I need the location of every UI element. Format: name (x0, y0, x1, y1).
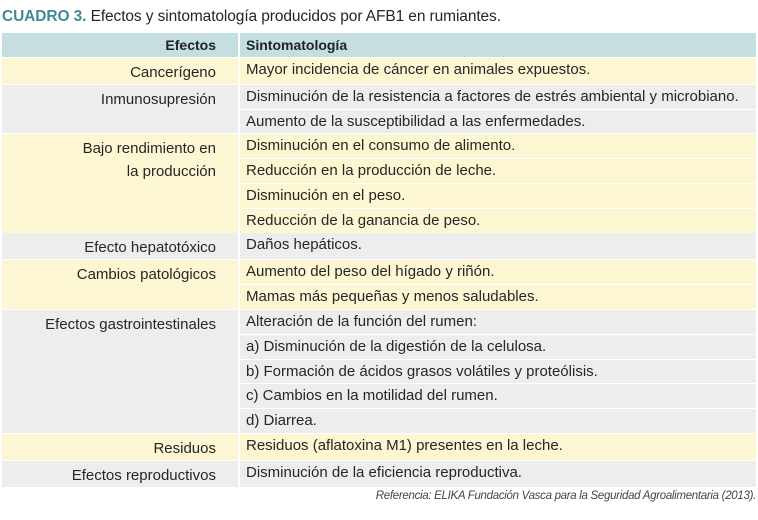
symptom-line: Disminución de la resistencia a factores de estrés ambiental y microbiano. (246, 87, 739, 105)
symptom-line: Reducción en la producción de leche. (240, 158, 756, 183)
effect-cell (2, 260, 238, 309)
symptom-line: b) Formación de ácidos grasos volátiles y proteólisis. (240, 359, 756, 384)
symptom-line: Alteración de la función del rumen: (246, 312, 477, 330)
effect-line: Efectos gastrointestinales (45, 315, 216, 333)
effect-line: Cambios patológicos (76, 266, 216, 284)
effect-cell (2, 85, 238, 134)
effect-cell (2, 134, 238, 232)
symptom-line: Disminución en el peso. (240, 183, 756, 208)
effect-cell (2, 434, 238, 460)
effect-line: Bajo rendimiento en (82, 140, 216, 158)
symptom-cell (238, 434, 756, 460)
symptom-cell (238, 134, 756, 232)
table-body (2, 58, 756, 487)
symptom-line: Disminución de la eficiencia reproductiva. (246, 463, 522, 481)
caption-label: CUADRO 3. (2, 8, 87, 25)
effect-line: la producción (126, 163, 216, 181)
symptom-cell (238, 233, 756, 259)
table-row (2, 233, 756, 259)
header-effects: Efectos (165, 37, 216, 53)
effect-cell (2, 310, 238, 433)
symptom-line: Disminución en el consumo de alimento. (246, 137, 516, 155)
reference-note: Referencia: ELIKA Fundación Vasca para la Seguridad Agroalimentaria (2013). (375, 490, 756, 502)
header-symptoms: Sintomatología (238, 33, 756, 57)
symptom-line: Aumento de la susceptibilidad a las enfermedades. (240, 109, 756, 134)
table-row (2, 85, 756, 134)
effect-line: Efecto hepatotóxico (84, 239, 216, 257)
effect-line: Residuos (153, 439, 216, 457)
effect-line: Efectos reproductivos (71, 466, 216, 484)
table-caption (2, 8, 501, 26)
symptom-line: Daños hepáticos. (246, 236, 362, 254)
effect-line: Inmunosupresión (100, 90, 216, 108)
symptom-line: Reducción de la ganancia de peso. (240, 208, 756, 233)
symptom-line: Mamas más pequeñas y menos saludables. (240, 284, 756, 309)
table-row (2, 461, 756, 487)
symptom-cell (238, 58, 756, 84)
caption-text: Efectos y sintomatología producidos por AFB1 en rumiantes. (90, 8, 501, 25)
effect-cell (2, 233, 238, 259)
table-row (2, 260, 756, 309)
effect-line: Cancerígeno (130, 63, 216, 81)
effect-cell (2, 58, 238, 84)
symptom-cell (238, 461, 756, 487)
symptom-line: d) Diarrea. (240, 408, 756, 433)
symptom-line: a) Disminución de la digestión de la celulosa. (240, 334, 756, 359)
table-row (2, 58, 756, 84)
symptom-cell (238, 310, 756, 433)
table-header-row (2, 33, 756, 57)
table-row (2, 434, 756, 460)
symptom-line: Aumento del peso del hígado y riñón. (246, 263, 495, 281)
symptom-line: c) Cambios en la motilidad del rumen. (240, 383, 756, 408)
symptom-line: Mayor incidencia de cáncer en animales expuestos. (246, 60, 591, 78)
symptom-cell (238, 260, 756, 309)
effect-cell (2, 461, 238, 487)
symptom-line: Residuos (aflatoxina M1) presentes en la leche. (246, 436, 563, 454)
symptom-cell (238, 85, 756, 134)
effects-table (2, 33, 756, 487)
table-row (2, 134, 756, 232)
table-row (2, 310, 756, 433)
